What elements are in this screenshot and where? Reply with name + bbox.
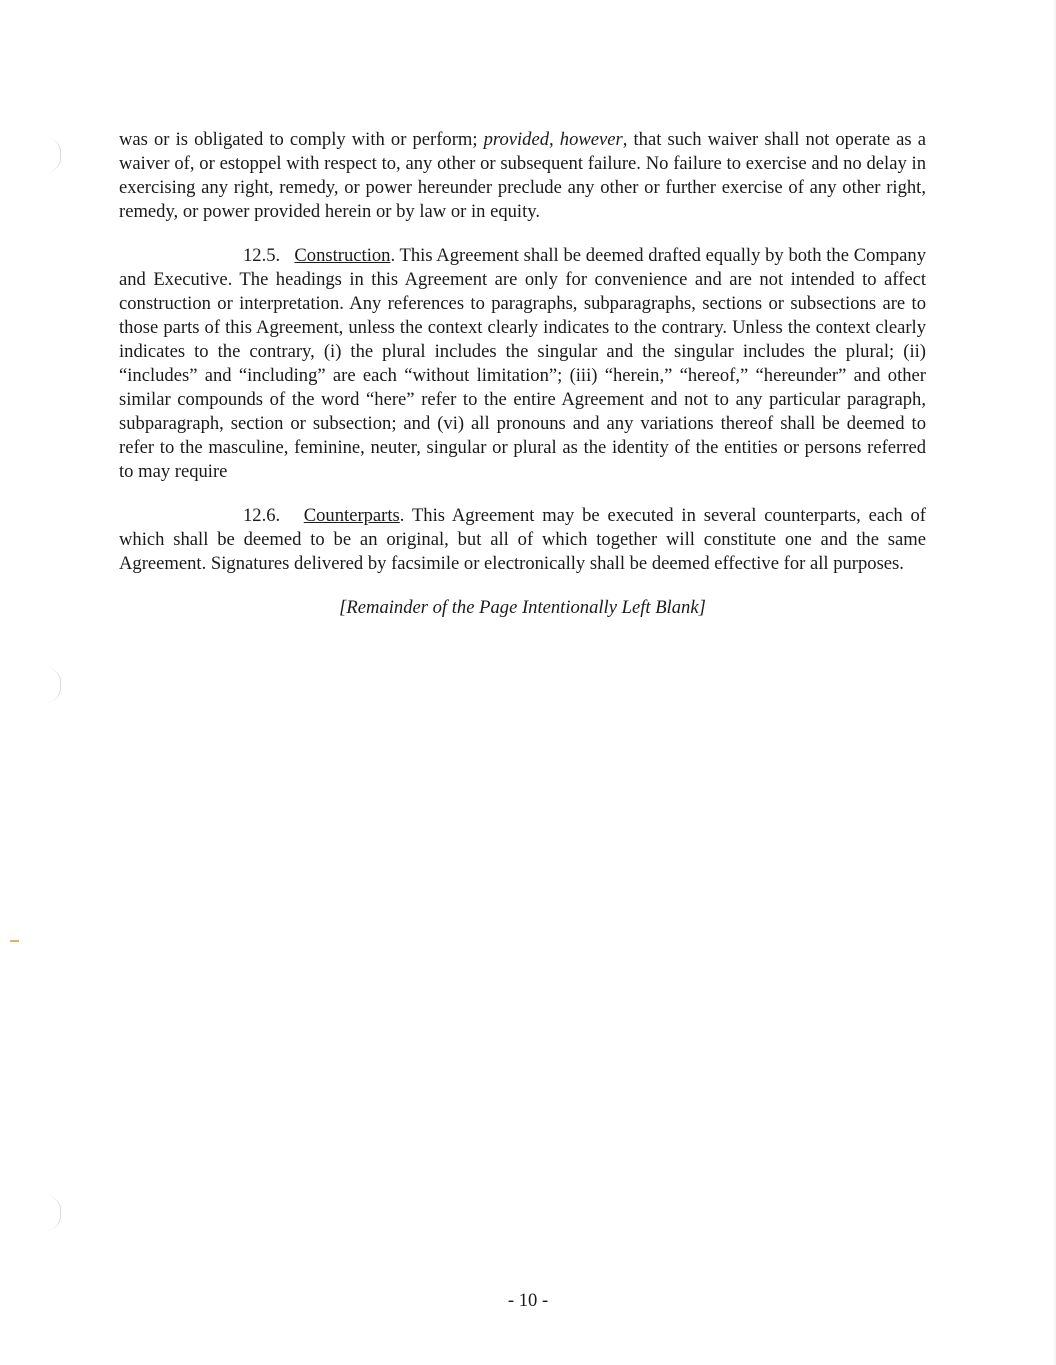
text-run: was or is obligated to comply with or perform;	[119, 129, 484, 150]
paragraph-12-4-continuation	[119, 128, 926, 224]
section-heading: Construction	[294, 245, 391, 266]
binder-hole-mark	[46, 1196, 61, 1230]
section-body: . This Agreement may be executed in several counterparts, each of which shall be deemed to be an original, but all of which together will constitute one and the same Agreement. Signatures delivered by facsimile or electronically shall be deemed effective for all purposes.	[119, 505, 926, 574]
document-body	[119, 128, 926, 640]
remainder-note: [Remainder of the Page Intentionally Left Blank]	[339, 597, 706, 618]
section-12-5	[119, 244, 926, 484]
section-number: 12.6.	[243, 505, 281, 526]
binder-hole-mark	[46, 668, 61, 702]
text-run: , that such waiver shall not operate as a waiver of, or estoppel with respect to, any other or subsequent failure. No failure to exercise and no delay in exercising any right, remedy, or power hereunder preclude any other or further exercise of any other right, remedy, or power provided herein or by law or in equity.	[119, 129, 926, 222]
scan-edge-mark	[10, 940, 19, 942]
binder-hole-mark	[46, 138, 61, 172]
section-body: . This Agreement shall be deemed drafted equally by both the Company and Executive. The headings in this Agreement are only for convenience and are not intended to affect construction or interpretation. Any references to paragraphs, subparagraphs, sections or subsections are to those parts of this Agreement, unless the context clearly indicates to the contrary. Unless the context clearly indicates to the contrary, (i) the plural includes the singular and the singular includes the plural; (ii) “includes” and “including” are each “without limitation”; (iii) “herein,” “hereof,” “hereunder” and other similar compounds of the word “here” refer to the entire Agreement and not to any particular paragraph, subparagraph, section or subsection; and (vi) all pronouns and any variations thereof shall be deemed to refer to the masculine, feminine, neuter, singular or plural as the identity of the entities or persons referred to may require	[119, 245, 926, 482]
section-heading: Counterparts	[303, 505, 400, 526]
section-number: 12.5.	[243, 245, 281, 266]
italic-provided-however: provided, however	[483, 129, 623, 150]
section-12-6	[119, 504, 926, 576]
page-number: - 10 -	[507, 1290, 549, 1311]
